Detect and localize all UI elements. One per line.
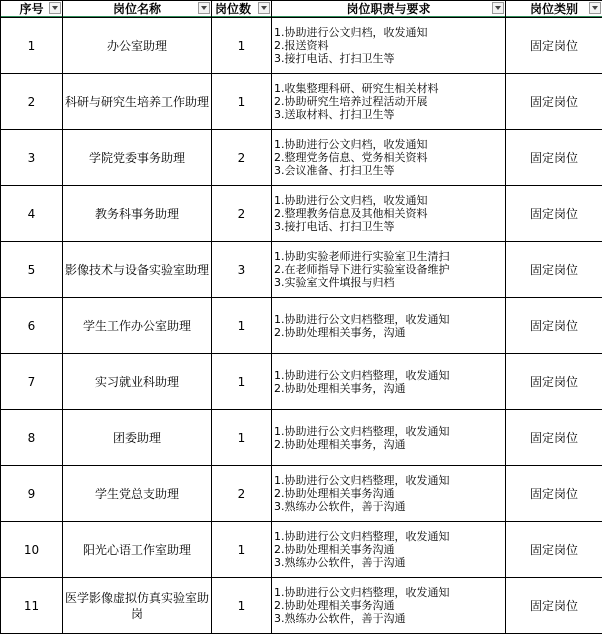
duty-line: 3.送取材料、打扫卫生等 (274, 108, 395, 121)
duty-line: 1.收集整理科研、研究生相关材料 (274, 82, 439, 95)
filter-dropdown-icon[interactable] (258, 2, 270, 14)
table-row (1, 186, 602, 242)
cell-no[interactable]: 11 (1, 578, 63, 634)
header-underline (1, 16, 62, 18)
duty-line: 2.整理党务信息、党务相关资料 (274, 151, 428, 164)
cell-no[interactable]: 2 (1, 74, 63, 130)
cell-position-type[interactable]: 固定岗位 (506, 18, 602, 74)
duty-line: 2.协助处理相关事务沟通 (274, 487, 395, 500)
cell-position-count[interactable]: 3 (212, 242, 272, 298)
cell-duties[interactable] (272, 522, 506, 578)
duty-line: 2.整理教务信息及其他相关资料 (274, 207, 428, 220)
table-row (1, 18, 602, 74)
column-header-duties[interactable] (272, 1, 506, 18)
cell-duties[interactable] (272, 186, 506, 242)
duty-line: 3.熟练办公软件，善于沟通 (274, 500, 406, 513)
cell-position-count[interactable]: 1 (212, 354, 272, 410)
cell-position-type[interactable]: 固定岗位 (506, 242, 602, 298)
header-underline (272, 16, 505, 18)
filter-dropdown-icon[interactable] (49, 2, 61, 14)
cell-no[interactable]: 7 (1, 354, 63, 410)
duty-line: 2.协助处理相关事务，沟通 (274, 381, 406, 395)
duty-line: 1.协助实验老师进行实验室卫生清扫 (274, 250, 450, 263)
filter-dropdown-icon[interactable] (589, 2, 601, 14)
cell-duties[interactable] (272, 74, 506, 130)
duty-line: 1.协助进行公文归档，收发通知 (274, 138, 428, 151)
duty-line: 3.接打电话、打扫卫生等 (274, 52, 395, 65)
cell-duties[interactable] (272, 242, 506, 298)
table-row (1, 242, 602, 298)
cell-position-count[interactable]: 1 (212, 578, 272, 634)
cell-position-type[interactable]: 固定岗位 (506, 74, 602, 130)
cell-no[interactable]: 10 (1, 522, 63, 578)
filter-dropdown-icon[interactable] (492, 2, 504, 14)
cell-position-count[interactable]: 1 (212, 410, 272, 466)
cell-position-name[interactable]: 学院党委事务助理 (63, 130, 212, 186)
column-header-count[interactable] (212, 1, 272, 18)
cell-no[interactable]: 3 (1, 130, 63, 186)
header-underline (506, 16, 602, 18)
cell-duties[interactable] (272, 298, 506, 354)
cell-duties[interactable] (272, 130, 506, 186)
duty-line: 1.协助进行公文归档整理，收发通知 (274, 424, 450, 438)
cell-no[interactable]: 4 (1, 186, 63, 242)
cell-no[interactable]: 1 (1, 18, 63, 74)
duty-line: 3.熟练办公软件，善于沟通 (274, 556, 406, 569)
cell-position-count[interactable]: 2 (212, 130, 272, 186)
cell-position-name[interactable]: 科研与研究生培养工作助理 (63, 74, 212, 130)
duty-line: 2.协助处理相关事务，沟通 (274, 325, 406, 339)
filter-dropdown-icon[interactable] (198, 2, 210, 14)
duty-line: 1.协助进行公文归档整理，收发通知 (274, 474, 450, 487)
cell-duties[interactable] (272, 578, 506, 634)
duty-line: 1.协助进行公文归档整理，收发通知 (274, 530, 450, 543)
cell-position-count[interactable]: 2 (212, 466, 272, 522)
duty-line: 3.熟练办公软件，善于沟通 (274, 612, 406, 625)
cell-position-type[interactable]: 固定岗位 (506, 354, 602, 410)
cell-no[interactable]: 9 (1, 466, 63, 522)
column-header-duties-label: 岗位职责与要求 (346, 2, 431, 16)
duty-line: 2.协助处理相关事务沟通 (274, 543, 395, 556)
cell-duties[interactable] (272, 410, 506, 466)
cell-duties[interactable] (272, 18, 506, 74)
cell-no[interactable]: 8 (1, 410, 63, 466)
table-row (1, 522, 602, 578)
column-header-name[interactable] (63, 1, 212, 18)
cell-position-type[interactable]: 固定岗位 (506, 578, 602, 634)
cell-position-count[interactable]: 1 (212, 74, 272, 130)
column-header-no[interactable] (1, 1, 63, 18)
cell-position-count[interactable]: 2 (212, 186, 272, 242)
header-underline (212, 16, 271, 18)
duty-line: 3.接打电话、打扫卫生等 (274, 220, 395, 233)
cell-duties[interactable] (272, 354, 506, 410)
cell-position-type[interactable]: 固定岗位 (506, 298, 602, 354)
cell-position-type[interactable]: 固定岗位 (506, 410, 602, 466)
cell-position-type[interactable]: 固定岗位 (506, 130, 602, 186)
duty-line: 3.会议准备、打扫卫生等 (274, 164, 395, 177)
cell-no[interactable]: 5 (1, 242, 63, 298)
cell-position-name[interactable]: 阳光心语工作室助理 (63, 522, 212, 578)
cell-position-name[interactable]: 团委助理 (63, 410, 212, 466)
cell-no[interactable]: 6 (1, 298, 63, 354)
duty-line: 3.实验室文件填报与归档 (274, 276, 395, 289)
cell-position-name[interactable]: 学生工作办公室助理 (63, 298, 212, 354)
cell-position-name[interactable]: 办公室助理 (63, 18, 212, 74)
table-row (1, 354, 602, 410)
cell-position-name[interactable]: 教务科事务助理 (63, 186, 212, 242)
cell-position-type[interactable]: 固定岗位 (506, 522, 602, 578)
duty-line: 2.协助处理相关事务沟通 (274, 599, 395, 612)
duty-line: 2.协助处理相关事务，沟通 (274, 437, 406, 451)
duty-line: 1.协助进行公文归档整理，收发通知 (274, 368, 450, 382)
duty-line: 2.在老师指导下进行实验室设备维护 (274, 263, 450, 276)
cell-position-type[interactable]: 固定岗位 (506, 186, 602, 242)
duty-line: 1.协助进行公文归档，收发通知 (274, 194, 428, 207)
cell-position-name[interactable]: 学生党总支助理 (63, 466, 212, 522)
table-row (1, 466, 602, 522)
table-row (1, 74, 602, 130)
header-row (1, 1, 602, 18)
table-row (1, 410, 602, 466)
column-header-count-label: 岗位数 (215, 2, 252, 16)
duty-line: 1.协助进行公文归档，收发通知 (274, 26, 428, 39)
cell-position-type[interactable]: 固定岗位 (506, 466, 602, 522)
cell-position-count[interactable]: 1 (212, 18, 272, 74)
table-body (1, 18, 602, 634)
table-row (1, 578, 602, 634)
cell-position-count[interactable]: 1 (212, 522, 272, 578)
header-underline (63, 16, 211, 18)
column-header-type-label: 岗位类别 (529, 2, 578, 16)
cell-position-name[interactable]: 实习就业科助理 (63, 354, 212, 410)
duty-line: 2.报送资料 (274, 39, 329, 52)
column-header-type[interactable] (506, 1, 602, 18)
column-header-no-label: 序号 (19, 2, 44, 16)
cell-position-count[interactable]: 1 (212, 298, 272, 354)
duty-line: 2.协助研究生培养过程活动开展 (274, 95, 428, 108)
cell-duties[interactable] (272, 466, 506, 522)
column-header-name-label: 岗位名称 (112, 2, 161, 16)
table-row (1, 298, 602, 354)
cell-position-name[interactable]: 影像技术与设备实验室助理 (63, 242, 212, 298)
table-row (1, 130, 602, 186)
duty-line: 1.协助进行公文归档整理，收发通知 (274, 586, 450, 599)
cell-position-name[interactable]: 医学影像虚拟仿真实验室助岗 (63, 578, 212, 634)
duty-line: 1.协助进行公文归档整理，收发通知 (274, 312, 450, 326)
